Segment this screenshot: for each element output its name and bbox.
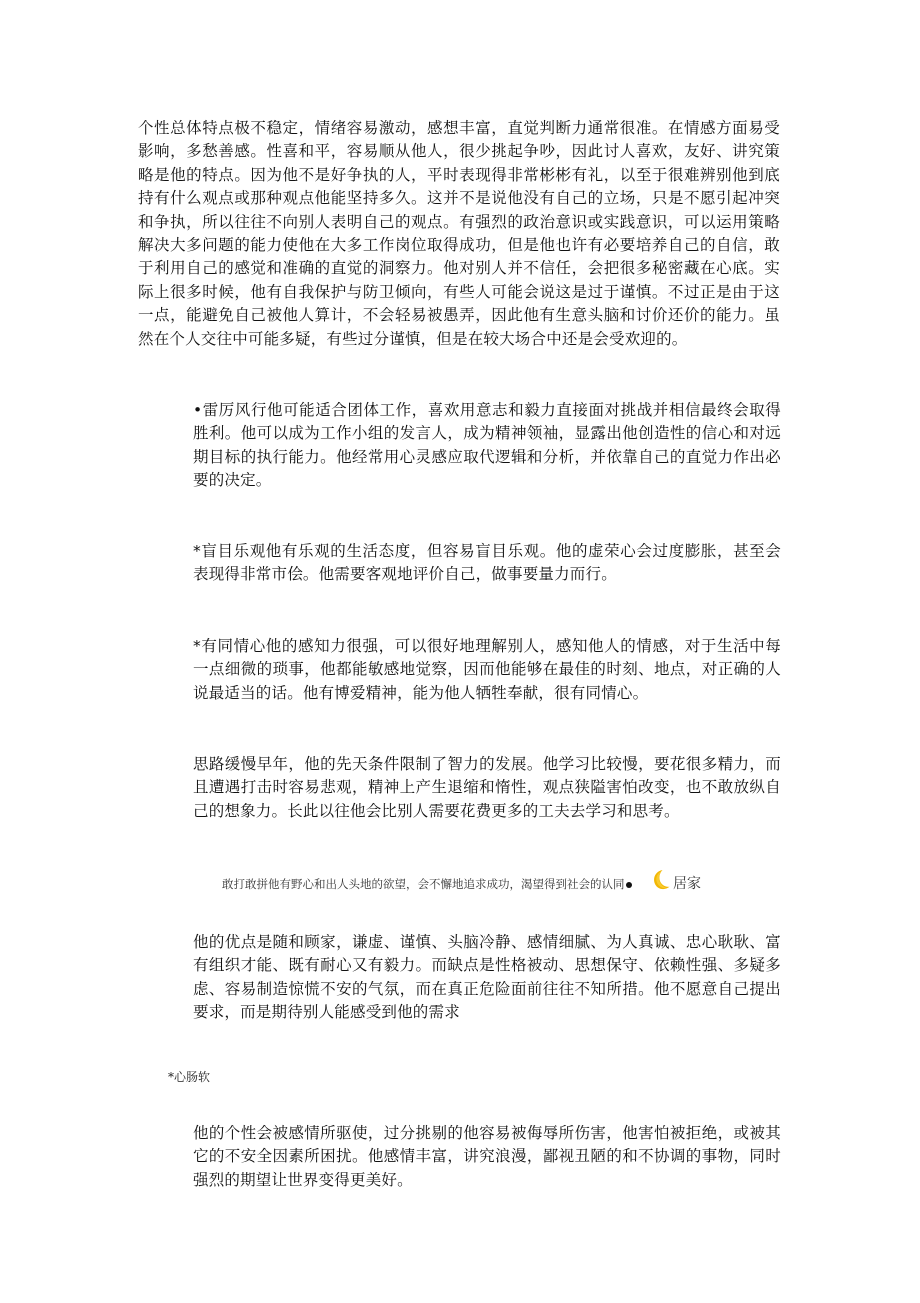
small-caption-line bbox=[222, 876, 632, 892]
paragraph-you-tong-qing-xin: *有同情心他的感知力很强，可以很好地理解别人，感知他人的情感，对于生活中每一点细微的琐事，他都能敏感地觉察，因而他能够在最佳的时刻、地点，对正确的人说最适当的话。他有博爱精神，能为他人牺牲奉献，很有同情心。 bbox=[193, 637, 781, 702]
paragraph-xin-chang-ruan: 他的个性会被感情所驱使，过分挑剔的他容易被侮辱所伤害，他害怕被拒绝，或被其它的不安全因素所困扰。他感情丰富，讲究浪漫，鄙视丑陋的和不协调的事物，同时强烈的期望让世界变得更美好。 bbox=[193, 1124, 781, 1189]
brand-label: 居家 bbox=[673, 876, 701, 892]
small-caption-text: 敢打敢拼他有野心和出人头地的欲望，会不懈地追求成功，渴望得到社会的认同 bbox=[222, 877, 625, 891]
bullet-dot-icon bbox=[626, 882, 632, 888]
paragraph-lei-li-feng-xing: •雷厉风行他可能适合团体工作，喜欢用意志和毅力直接面对挑战并相信最终会取得胜利。他可以成为工作小组的发言人，成为精神领袖，显露出他创造性的信心和对远期目标的执行能力。他经常用心灵感应取代逻辑和分析，并依靠自己的直觉力作出必要的决定。 bbox=[193, 401, 781, 490]
paragraph-you-que-dian: 他的优点是随和顾家，谦虚、谨慎、头脑冷静、感情细腻、为人真诚、忠心耿耿、富有组织才能、既有耐心又有毅力。而缺点是性格被动、思想保守、依赖性强、多疑多虑、容易制造惊慌不安的气氛，而在真正危险面前往往不知所措。他不愿意自己提出要求，而是期待别人能感受到他的需求 bbox=[193, 933, 781, 1022]
crescent-moon-icon bbox=[648, 868, 672, 892]
brand-logo bbox=[648, 864, 701, 896]
paragraph-intro: 个性总体特点极不稳定，情绪容易激动，感想丰富，直觉判断力通常很准。在情感方面易受影响，多愁善感。性喜和平，容易顺从他人，很少挑起争吵，因此讨人喜欢，友好、讲究策略是他的特点。因为他不是好争执的人，平时表现得非常彬彬有礼，以至于很难辨别他到底持有什么观点或那种观点他能坚持多久。这并不是说他没有自己的立场，只是不愿引起冲突和争执，所以往往不向别人表明自己的观点。有强烈的政治意识或实践意识，可以运用策略解决大多问题的能力使他在大多工作岗位取得成功，但是他也许有必要培养自己的自信，敢于利用自己的感觉和准确的直觉的洞察力。他对别人并不信任，会把很多秘密藏在心底。实际上很多时候，他有自我保护与防卫倾向，有些人可能会说这是过于谨慎。不过正是由于这一点，能避免自己被他人算计，不会轻易被愚弄，因此他有生意头脑和讨价还价的能力。虽然在个人交往中可能多疑，有些过分谨慎，但是在较大场合中还是会受欢迎的。 bbox=[138, 119, 780, 348]
heading-xin-chang-ruan: *心肠软 bbox=[168, 1070, 211, 1084]
paragraph-si-lu-huan-man: 思路缓慢早年，他的先天条件限制了智力的发展。他学习比较慢，要花很多精力，而且遭遇打击时容易悲观，精神上产生退缩和惰性，观点狭隘害怕改变，也不敢放纵自己的想象力。长此以往他会比别人需要花费更多的工夫去学习和思考。 bbox=[193, 755, 781, 820]
paragraph-mang-mu-le-guan: *盲目乐观他有乐观的生活态度，但容易盲目乐观。他的虚荣心会过度膨胀，甚至会表现得非常市侩。他需要客观地评价自己，做事要量力而行。 bbox=[193, 542, 781, 584]
